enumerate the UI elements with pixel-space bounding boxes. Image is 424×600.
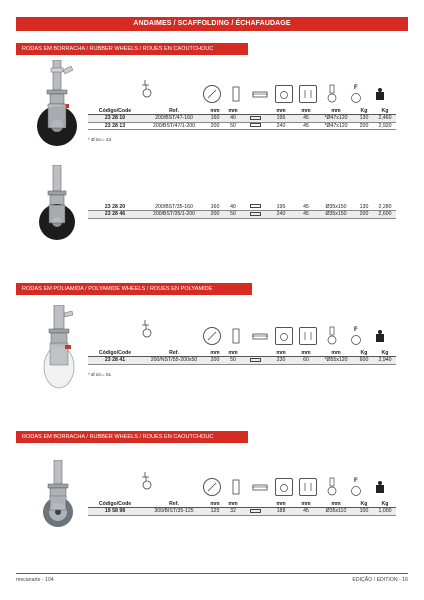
offset-icon xyxy=(296,476,320,498)
cell-brake xyxy=(242,357,268,365)
cell-diameter: 125 xyxy=(206,508,224,516)
cell-brake xyxy=(242,203,268,211)
cell-width: 32 xyxy=(224,508,242,516)
swivel-caster-icon xyxy=(136,470,160,492)
cell-code: 23 28 46 xyxy=(88,211,142,219)
table-row xyxy=(88,508,396,516)
cell-weight: 2,920 xyxy=(374,122,396,130)
tread-width-icon xyxy=(224,325,248,347)
unit-cell: mm xyxy=(268,500,294,508)
cell-height: 240 xyxy=(268,211,294,219)
table-row xyxy=(88,115,396,123)
cell-load: 130 xyxy=(354,115,374,123)
svg-text:F: F xyxy=(354,478,358,484)
table-header-row xyxy=(88,500,396,508)
weight-icon xyxy=(368,83,392,105)
cell-load: 600 xyxy=(354,357,374,365)
footer-brand-page: mecanarte - 104 xyxy=(16,577,54,583)
cell-stem: Ø35x110 xyxy=(318,508,354,516)
cell-ref: 300/BIST/35-125 xyxy=(142,508,206,516)
swivel-caster-icon xyxy=(136,78,160,100)
table-row xyxy=(88,203,396,211)
cell-diameter: 200 xyxy=(206,357,224,365)
cell-stem: Ø35x150 xyxy=(318,203,354,211)
load-capacity-icon xyxy=(344,83,368,105)
unit-cell: Kg xyxy=(374,107,396,115)
spec-icon-header-1b xyxy=(200,83,392,105)
cell-stem: *Ø55x120 xyxy=(318,357,354,365)
cell-height: 195 xyxy=(268,115,294,123)
cell-weight: 2,460 xyxy=(374,115,396,123)
spec-icon-header-3 xyxy=(136,318,160,340)
unit-cell: mm xyxy=(206,107,224,115)
spec-icon-header-3b xyxy=(200,325,392,347)
cell-width: 40 xyxy=(224,203,242,211)
section-heading-text: RODAS EM BORRACHA / RUBBER WHEELS / ROUES EN CAOUTCHOUC xyxy=(22,434,214,440)
cell-diameter: 160 xyxy=(206,115,224,123)
svg-text:F: F xyxy=(354,85,358,91)
section-heading-rubber-1 xyxy=(16,43,248,55)
cell-weight: 2,940 xyxy=(374,357,396,365)
table-row xyxy=(88,357,396,365)
brake-symbol xyxy=(250,358,261,362)
column-header-code: Código/Code xyxy=(88,500,142,508)
table-row xyxy=(88,122,396,130)
cell-code: 23 28 13 xyxy=(88,122,142,130)
cell-width: 50 xyxy=(224,211,242,219)
brake-type-icon xyxy=(248,325,272,347)
offset-icon xyxy=(296,83,320,105)
section-heading-rubber-2 xyxy=(16,431,248,443)
unit-cell xyxy=(242,349,268,357)
section-heading-text: RODAS EM POLIAMIDA / POLYAMIDE WHEELS / ROUES EN POLYAMIDE xyxy=(22,286,213,292)
cell-offset: 45 xyxy=(294,115,318,123)
cell-code: 23 28 41 xyxy=(88,357,142,365)
cell-ref: 200/BST/47/1-200 xyxy=(142,122,206,130)
spec-icon-header-4 xyxy=(136,470,160,492)
spec-table-2 xyxy=(88,203,396,219)
spec-table-3 xyxy=(88,349,396,365)
cell-height: 230 xyxy=(268,357,294,365)
footnote-inner-diameter: * Ø int.= 43 xyxy=(88,137,112,142)
unit-cell: mm xyxy=(224,107,242,115)
svg-text:F: F xyxy=(354,327,358,333)
cell-diameter: 160 xyxy=(206,203,224,211)
brake-symbol xyxy=(250,509,261,513)
cell-brake xyxy=(242,115,268,123)
tread-width-icon xyxy=(224,83,248,105)
unit-cell: mm xyxy=(294,107,318,115)
offset-icon xyxy=(296,325,320,347)
brake-type-icon xyxy=(248,476,272,498)
brake-type-icon xyxy=(248,83,272,105)
cell-offset: 60 xyxy=(294,357,318,365)
cell-weight: 2,600 xyxy=(374,211,396,219)
unit-cell: mm xyxy=(206,500,224,508)
unit-cell: mm xyxy=(318,107,354,115)
wheel-image-rubber-tube xyxy=(36,165,78,243)
brake-symbol xyxy=(250,116,261,120)
spec-icon-header-1 xyxy=(136,78,160,100)
cell-code: 19 58 98 xyxy=(88,508,142,516)
unit-cell: Kg xyxy=(354,107,374,115)
cell-ref: 200/NST/55-200x50 xyxy=(142,357,206,365)
tread-width-icon xyxy=(224,476,248,498)
spec-icon-header-4b xyxy=(200,476,392,498)
unit-cell: mm xyxy=(294,349,318,357)
footer-edition: EDIÇÃO / EDITION - 16 xyxy=(352,577,408,583)
overall-height-icon xyxy=(272,325,296,347)
overall-height-icon xyxy=(272,476,296,498)
cell-diameter: 200 xyxy=(206,122,224,130)
wheel-image-polyamide xyxy=(38,305,80,391)
cell-weight: 2,280 xyxy=(374,203,396,211)
section-heading-polyamide xyxy=(16,283,252,295)
cell-diameter: 200 xyxy=(206,211,224,219)
cell-load: 200 xyxy=(354,211,374,219)
unit-cell: mm xyxy=(224,349,242,357)
spec-table-1 xyxy=(88,107,396,130)
stem-dimensions-icon xyxy=(320,83,344,105)
unit-cell xyxy=(242,107,268,115)
cell-offset: 45 xyxy=(294,122,318,130)
cell-brake xyxy=(242,122,268,130)
cell-code: 23 28 20 xyxy=(88,203,142,211)
unit-cell: mm xyxy=(294,500,318,508)
cell-load: 100 xyxy=(354,508,374,516)
spec-table-4 xyxy=(88,500,396,516)
stem-dimensions-icon xyxy=(320,325,344,347)
column-header-ref: Ref. xyxy=(142,107,206,115)
cell-stem: *Ø47x120 xyxy=(318,122,354,130)
cell-width: 40 xyxy=(224,115,242,123)
brake-symbol xyxy=(250,204,261,208)
cell-stem: *Ø47x120 xyxy=(318,115,354,123)
table-row xyxy=(88,211,396,219)
brake-symbol xyxy=(250,123,261,127)
brake-symbol xyxy=(250,212,261,216)
unit-cell: mm xyxy=(318,500,354,508)
wheel-image-rubber-brake xyxy=(35,60,79,152)
cell-code: 23 28 10 xyxy=(88,115,142,123)
unit-cell: mm xyxy=(268,107,294,115)
unit-cell: Kg xyxy=(354,349,374,357)
cell-ref: 200/BST/35-160 xyxy=(142,203,206,211)
unit-cell: Kg xyxy=(374,500,396,508)
unit-cell: mm xyxy=(206,349,224,357)
cell-offset: 45 xyxy=(294,211,318,219)
wheel-image-small-rubber xyxy=(38,460,78,532)
cell-height: 240 xyxy=(268,122,294,130)
unit-cell: mm xyxy=(268,349,294,357)
page-title: ANDAIMES / SCAFFOLDING / ÉCHAFAUDAGE xyxy=(133,20,291,27)
wheel-diameter-icon xyxy=(200,325,224,347)
cell-offset: 45 xyxy=(294,508,318,516)
footer-divider xyxy=(16,573,408,574)
cell-width: 50 xyxy=(224,122,242,130)
cell-offset: 45 xyxy=(294,203,318,211)
table-header-row xyxy=(88,349,396,357)
unit-cell: Kg xyxy=(354,500,374,508)
stem-dimensions-icon xyxy=(320,476,344,498)
cell-load: 130 xyxy=(354,203,374,211)
table-header-row xyxy=(88,107,396,115)
cell-ref: 200/BST/35/1-200 xyxy=(142,211,206,219)
column-header-code: Código/Code xyxy=(88,349,142,357)
cell-brake xyxy=(242,211,268,219)
unit-cell: Kg xyxy=(374,349,396,357)
column-header-ref: Ref. xyxy=(142,349,206,357)
cell-width: 50 xyxy=(224,357,242,365)
cell-stem: Ø35x150 xyxy=(318,211,354,219)
swivel-caster-icon xyxy=(136,318,160,340)
section-heading-text: RODAS EM BORRACHA / RUBBER WHEELS / ROUES EN CAOUTCHOUC xyxy=(22,46,214,52)
cell-ref: 200/BST/47-160 xyxy=(142,115,206,123)
cell-height: 195 xyxy=(268,203,294,211)
unit-cell: mm xyxy=(318,349,354,357)
column-header-ref: Ref. xyxy=(142,500,206,508)
footnote-inner-diameter: * Ø int.= 51 xyxy=(88,372,112,377)
weight-icon xyxy=(368,325,392,347)
cell-height: 188 xyxy=(268,508,294,516)
page-title-bar xyxy=(16,17,408,31)
column-header-code: Código/Code xyxy=(88,107,142,115)
wheel-diameter-icon xyxy=(200,83,224,105)
cell-brake xyxy=(242,508,268,516)
wheel-diameter-icon xyxy=(200,476,224,498)
load-capacity-icon xyxy=(344,476,368,498)
unit-cell: mm xyxy=(224,500,242,508)
cell-weight: 1,000 xyxy=(374,508,396,516)
load-capacity-icon xyxy=(344,325,368,347)
cell-load: 200 xyxy=(354,122,374,130)
overall-height-icon xyxy=(272,83,296,105)
weight-icon xyxy=(368,476,392,498)
unit-cell xyxy=(242,500,268,508)
